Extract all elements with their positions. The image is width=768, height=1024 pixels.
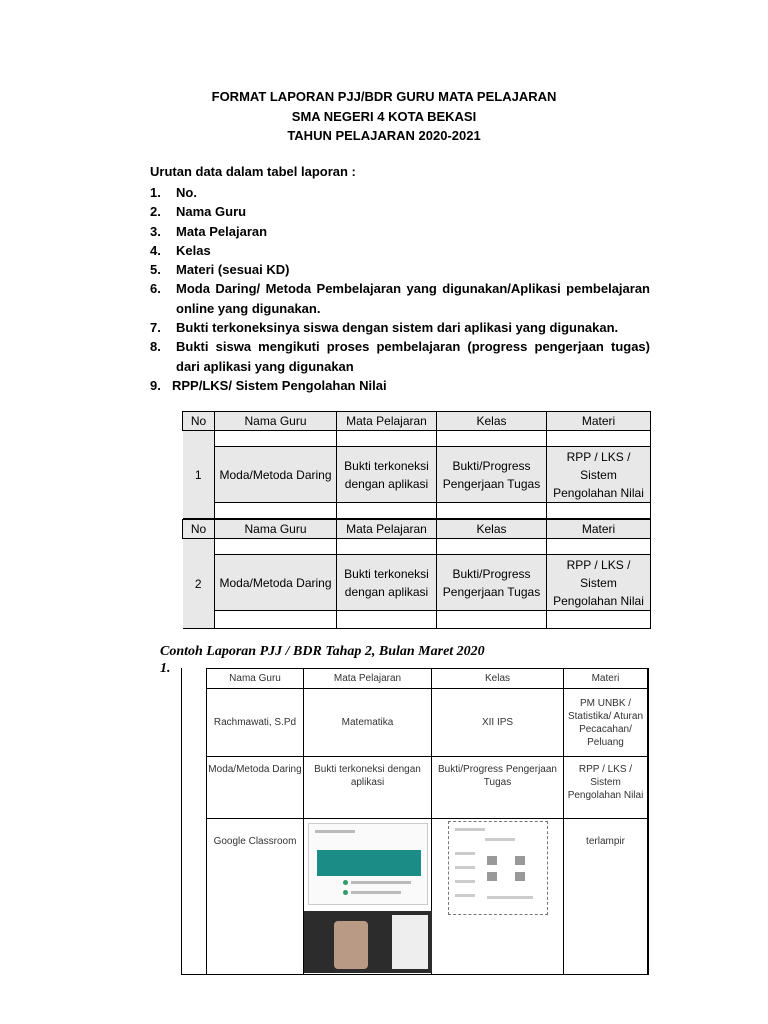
list-item-text: Moda Daring/ Metoda Pembelajaran yang digunakan/Aplikasi pembelajaran online yang digunakan. xyxy=(176,281,650,316)
screenshot-detail xyxy=(351,891,401,894)
rpp-lks-cell: RPP / LKS / Sistem Pengolahan Nilai xyxy=(564,757,648,819)
empty-cell xyxy=(437,431,547,447)
list-item-number: 6. xyxy=(150,281,161,297)
classroom-screenshot xyxy=(308,823,428,905)
bukti-terkoneksi-cell: Bukti terkoneksi dengan aplikasi xyxy=(337,447,437,503)
header-kelas: Kelas xyxy=(432,669,564,689)
material: PM UNBK / Statistika/ Aturan Pecacahan/ Peluang xyxy=(564,689,648,757)
list-item xyxy=(150,183,650,202)
list-item-number: 4. xyxy=(150,242,161,258)
connection-screenshot-cell xyxy=(304,819,432,975)
screenshot-detail xyxy=(343,890,348,895)
assignment-progress-screenshot xyxy=(448,821,548,915)
header-nama-guru: Nama Guru xyxy=(215,412,337,431)
list-item xyxy=(150,260,650,279)
header-mata-pelajaran: Mata Pelajaran xyxy=(337,520,437,539)
list-item xyxy=(150,241,650,260)
rpp-lks-cell: RPP / LKS / Sistem Pengolahan Nilai xyxy=(547,447,651,503)
list-item-number: 3. xyxy=(150,223,161,239)
list-intro: Urutan data dalam tabel laporan : xyxy=(150,164,356,179)
bukti-terkoneksi-cell: Bukti terkoneksi dengan aplikasi xyxy=(337,555,437,611)
empty-cell xyxy=(437,611,547,629)
empty-cell xyxy=(215,431,337,447)
teacher-name: Rachmawati, S.Pd xyxy=(207,689,304,757)
empty-cell xyxy=(215,611,337,629)
list-item xyxy=(150,202,650,221)
empty-cell xyxy=(547,431,651,447)
list-item-text: No. xyxy=(176,185,197,200)
header-materi: Materi xyxy=(547,412,651,431)
empty-cell xyxy=(437,539,547,555)
empty-cell xyxy=(215,539,337,555)
header-materi: Materi xyxy=(564,669,648,689)
empty-cell xyxy=(337,539,437,555)
empty-cell xyxy=(547,611,651,629)
moda-daring-cell: Moda/Metoda Daring xyxy=(207,757,304,819)
empty-cell xyxy=(547,503,651,519)
screenshot-detail xyxy=(487,872,497,881)
rpp-lks-cell: RPP / LKS / Sistem Pengolahan Nilai xyxy=(547,555,651,611)
header-no: No xyxy=(183,412,215,431)
moda-daring-cell: Moda/Metoda Daring xyxy=(215,447,337,503)
screenshot-detail xyxy=(455,852,475,855)
attachment-note: terlampir xyxy=(564,819,648,975)
subject: Matematika xyxy=(304,689,432,757)
screenshot-detail xyxy=(455,880,475,883)
list-item-text: Materi (sesuai KD) xyxy=(176,262,290,278)
screenshot-detail xyxy=(317,850,421,876)
list-item-text: Nama Guru xyxy=(176,204,247,220)
moda-daring-cell: Moda/Metoda Daring xyxy=(215,555,337,611)
list-item-number: 5. xyxy=(150,262,161,278)
screenshot-detail xyxy=(455,894,475,897)
format-table-1 xyxy=(182,411,651,519)
bukti-terkoneksi-cell: Bukti terkoneksi dengan aplikasi xyxy=(304,757,432,819)
list-item xyxy=(150,337,650,376)
screenshot-detail xyxy=(351,881,411,884)
screenshot-detail xyxy=(343,880,348,885)
screenshot-detail xyxy=(334,921,368,969)
header-nama-guru: Nama Guru xyxy=(207,669,304,689)
platform-cell: Google Classroom xyxy=(207,819,304,975)
format-table-2 xyxy=(182,519,651,629)
screenshot-detail xyxy=(485,838,515,841)
empty-cell xyxy=(337,431,437,447)
class: XII IPS xyxy=(432,689,564,757)
video-call-screenshot xyxy=(304,911,432,973)
header-mata-pelajaran: Mata Pelajaran xyxy=(304,669,432,689)
screenshot-detail xyxy=(487,896,533,899)
screenshot-detail xyxy=(515,856,525,865)
empty-cell xyxy=(215,503,337,519)
header-materi: Materi xyxy=(547,520,651,539)
data-order-list xyxy=(150,183,650,395)
doc-title-line-3: TAHUN PELAJARAN 2020-2021 xyxy=(287,128,481,143)
header-kelas: Kelas xyxy=(437,520,547,539)
screenshot-detail xyxy=(392,915,428,969)
row-number: 1 xyxy=(183,431,215,519)
example-table xyxy=(206,668,648,975)
empty-cell xyxy=(437,503,547,519)
empty-cell xyxy=(547,539,651,555)
bukti-progress-cell: Bukti/Progress Pengerjaan Tugas xyxy=(437,555,547,611)
header-kelas: Kelas xyxy=(437,412,547,431)
list-item xyxy=(150,222,650,241)
screenshot-detail xyxy=(315,830,355,833)
row-number: 2 xyxy=(183,539,215,629)
example-title: Contoh Laporan PJJ / BDR Tahap 2, Bulan Maret 2020 xyxy=(160,644,485,659)
list-item xyxy=(150,318,650,337)
list-item-number: 2. xyxy=(150,204,161,220)
list-item-text: Kelas xyxy=(176,242,211,258)
list-item-number: 8. xyxy=(150,339,161,355)
bukti-progress-cell: Bukti/Progress Pengerjaan Tugas xyxy=(437,447,547,503)
example-number: 1. xyxy=(160,661,171,676)
list-item-text: Bukti siswa mengikuti proses pembelajaran (progress pengerjaan tugas) dari aplikasi yang digunakan xyxy=(176,339,650,374)
list-item xyxy=(150,279,650,318)
list-item-text: Bukti terkoneksinya siswa dengan sistem dari aplikasi yang digunakan. xyxy=(176,320,619,336)
header-nama-guru: Nama Guru xyxy=(215,520,337,539)
header-mata-pelajaran: Mata Pelajaran xyxy=(337,412,437,431)
progress-screenshot-cell xyxy=(432,819,564,975)
list-item-text: RPP/LKS/ Sistem Pengolahan Nilai xyxy=(172,377,387,393)
empty-cell xyxy=(337,503,437,519)
doc-title-line-2: SMA NEGERI 4 KOTA BEKASI xyxy=(291,109,477,124)
screenshot-detail xyxy=(487,856,497,865)
header-no: No xyxy=(183,520,215,539)
screenshot-detail xyxy=(455,828,485,831)
list-item-text: Mata Pelajaran xyxy=(176,223,268,239)
list-item xyxy=(150,376,650,395)
list-item-number: 9. xyxy=(150,377,161,393)
screenshot-detail xyxy=(515,872,525,881)
list-item-number: 7. xyxy=(150,320,161,336)
doc-title-line-1: FORMAT LAPORAN PJJ/BDR GURU MATA PELAJARAN xyxy=(211,89,557,104)
empty-cell xyxy=(337,611,437,629)
bukti-progress-cell: Bukti/Progress Pengerjaan Tugas xyxy=(432,757,564,819)
screenshot-detail xyxy=(455,866,475,869)
list-item-number: 1. xyxy=(150,185,161,200)
